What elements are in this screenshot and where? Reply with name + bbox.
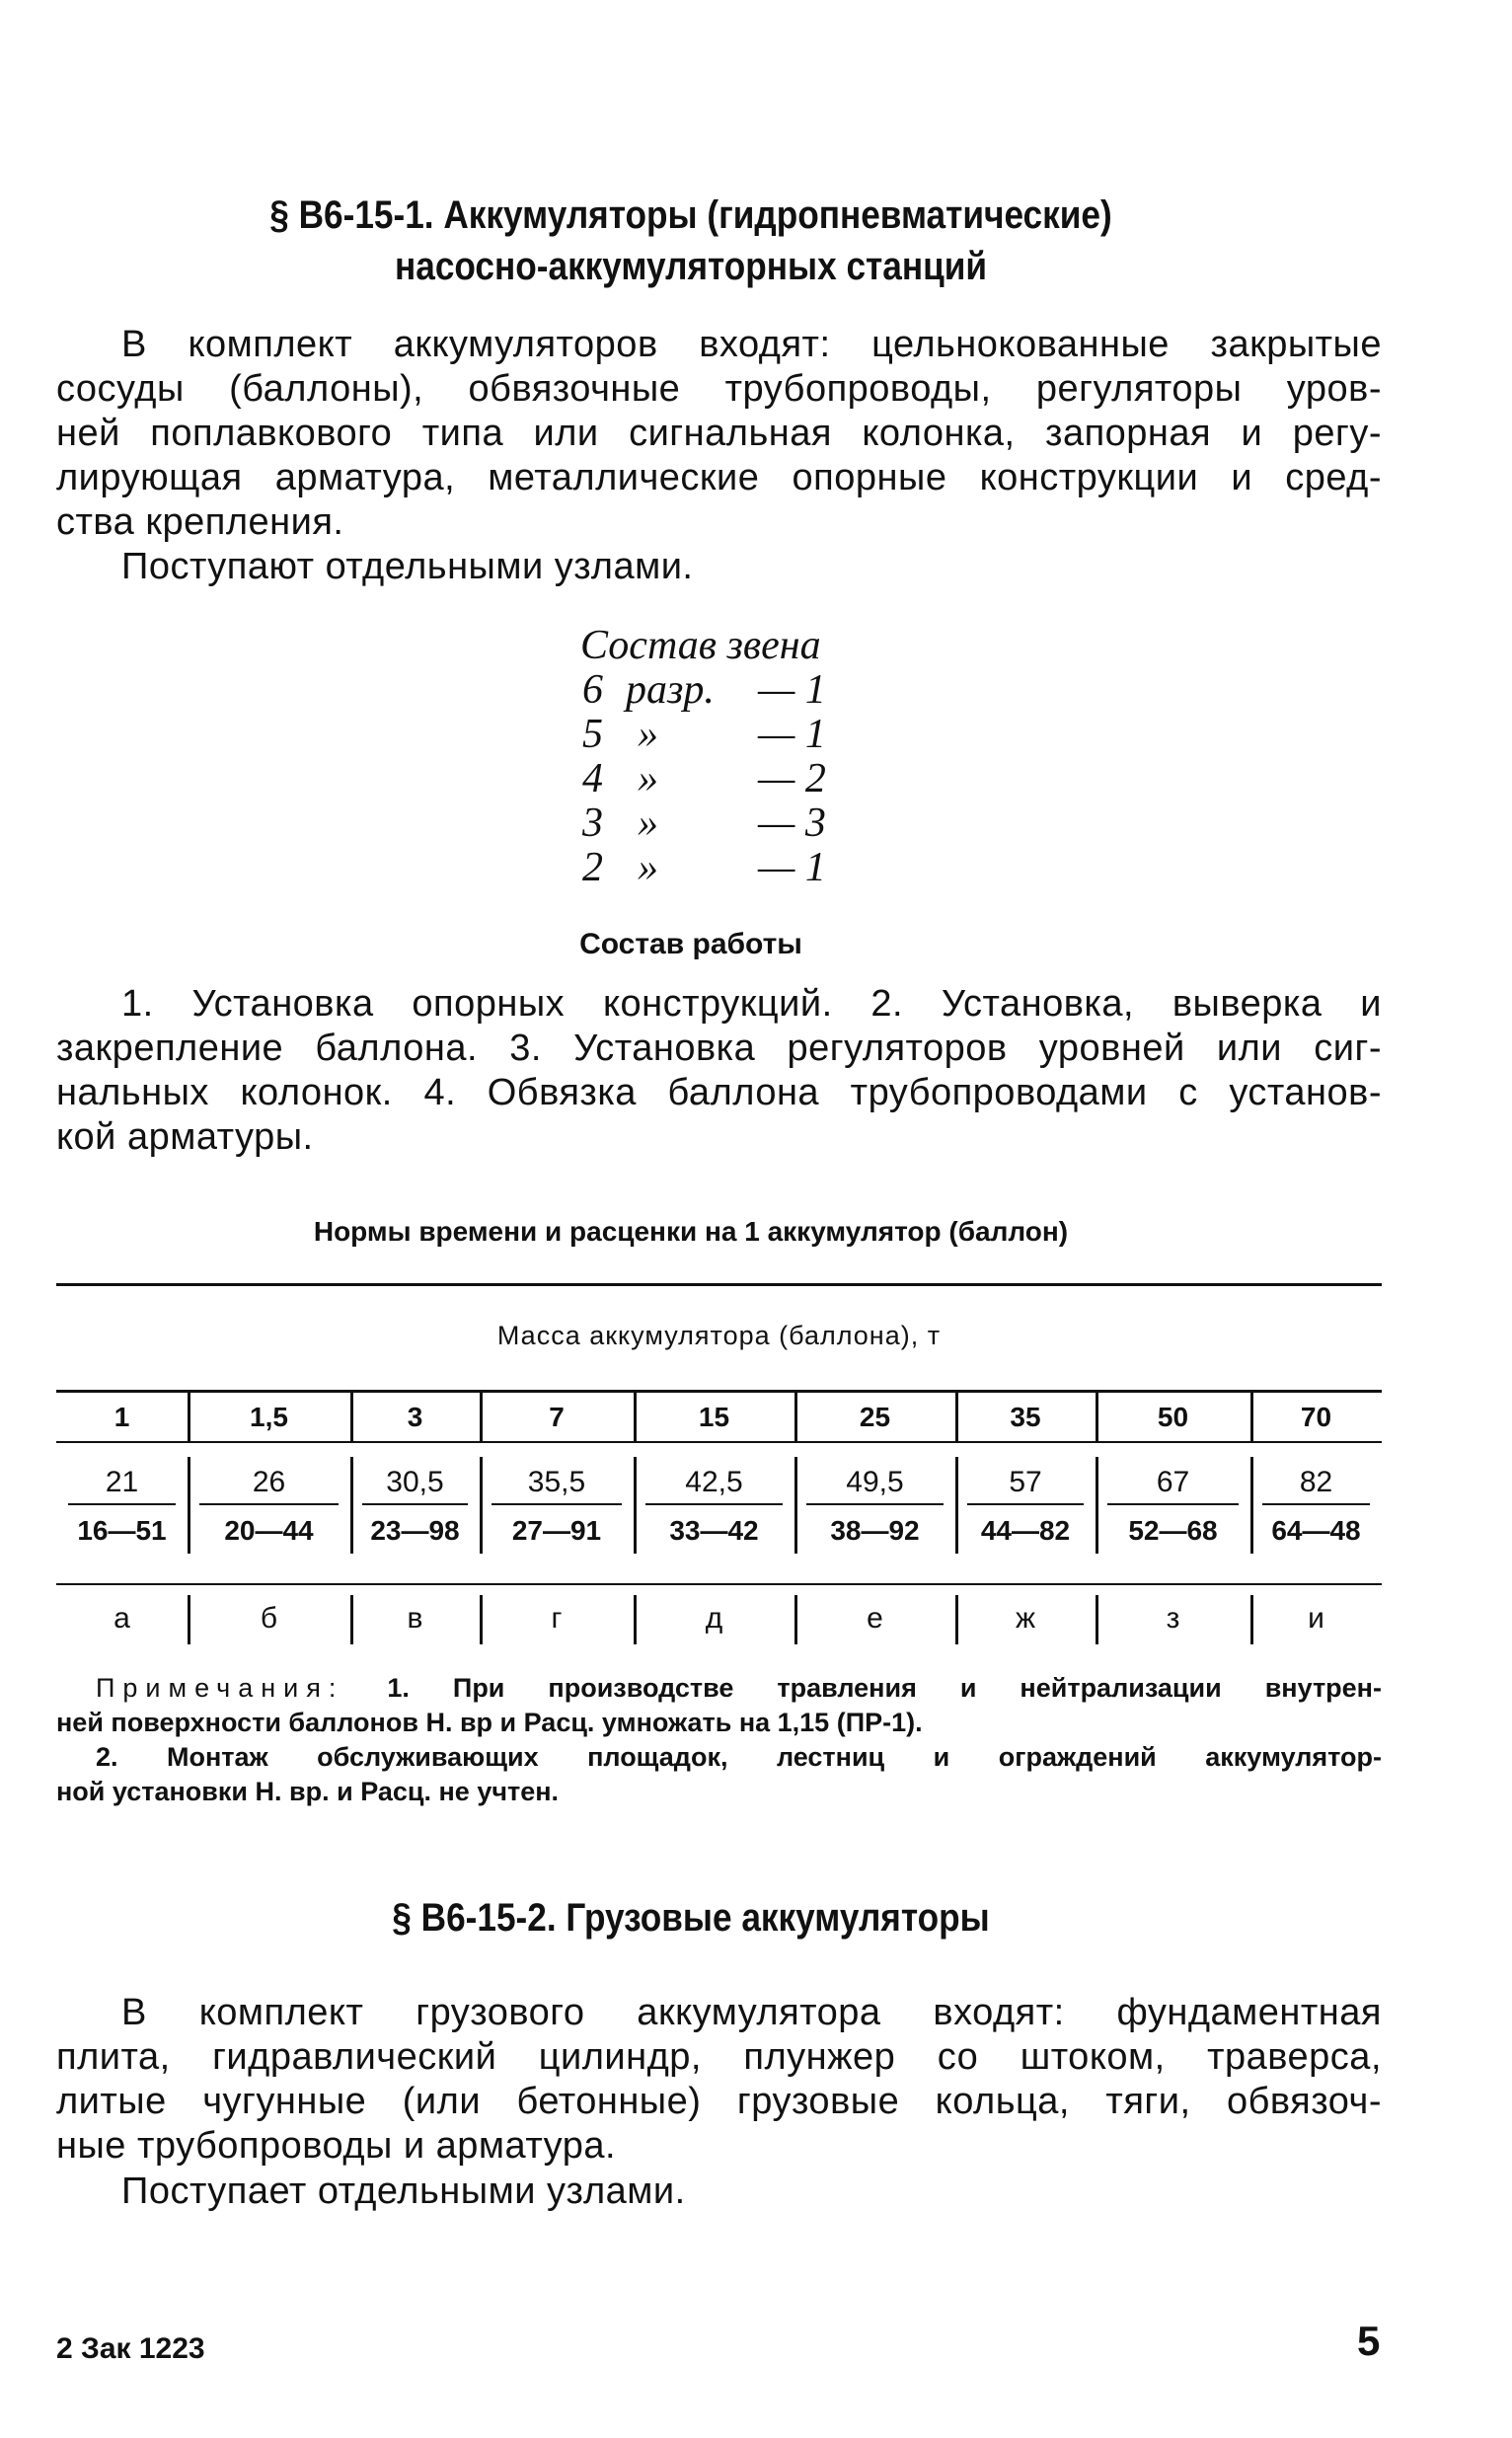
note-line — [56, 1671, 1382, 1706]
work-list — [56, 982, 1382, 1160]
mass-cell: 1,5 — [250, 1402, 288, 1432]
column-divider — [794, 1457, 797, 1554]
para2-line: Поступают отдельными узлами. — [121, 546, 694, 587]
section2-title-line: § В6-15-2. Грузовые аккумуляторы — [392, 1896, 990, 1940]
column-divider — [1096, 1595, 1098, 1644]
s2-para-line: плита, гидравлический цилиндр, плунжер со штоком, траверса, — [56, 2036, 1382, 2078]
letter-cell: г — [551, 1602, 563, 1635]
column-divider — [350, 1457, 353, 1554]
fraction-line — [806, 1503, 944, 1505]
crew-grade: 4 — [582, 756, 603, 801]
column-divider — [634, 1457, 637, 1554]
para1-line: лирующая арматура, металлические опорные конструкции и сред- — [56, 457, 1382, 498]
mass-cell: 1 — [113, 1402, 130, 1432]
section2-para1 — [56, 1991, 1382, 2169]
column-divider — [955, 1457, 958, 1554]
column-divider — [188, 1392, 190, 1441]
letter-cell: в — [407, 1602, 423, 1635]
price-cell: 44—82 — [980, 1515, 1071, 1546]
section1-title-line1: § В6-15-1. Аккумуляторы (гидропневматические) — [269, 193, 1112, 237]
para1-line: сосуды (баллоны), обвязочные трубопроводы, регуляторы уров- — [56, 368, 1382, 410]
table-rule — [56, 1390, 1382, 1393]
letter-cell: б — [260, 1602, 278, 1635]
column-divider — [350, 1595, 353, 1644]
s2-para2-line: Поступает отдельными узлами. — [121, 2171, 686, 2212]
crew-row — [580, 845, 826, 890]
column-divider — [1250, 1595, 1253, 1644]
column-divider — [188, 1457, 190, 1554]
fraction-line — [967, 1503, 1084, 1505]
norm-cell: 49,5 — [846, 1466, 904, 1498]
column-divider — [634, 1595, 637, 1644]
section2-para2 — [56, 2170, 1382, 2214]
crew-count: — 2 — [758, 756, 826, 801]
crew-title: Состав звена — [580, 623, 821, 668]
work-line: 1. Установка опорных конструкций. 2. Установка, выверка и — [121, 983, 1382, 1025]
column-divider — [480, 1595, 483, 1644]
work-title: Состав работы — [579, 928, 802, 960]
crew-grade: 6 — [582, 667, 603, 713]
norm-cell: 42,5 — [685, 1466, 743, 1498]
table-rule — [56, 1283, 1382, 1286]
notes-label: Примечания: — [96, 1673, 344, 1703]
price-cell: 33—42 — [669, 1515, 759, 1546]
section1-para1 — [56, 323, 1382, 545]
fraction-line — [199, 1503, 339, 1505]
mass-cell: 15 — [698, 1402, 730, 1432]
column-divider — [955, 1392, 958, 1441]
section1-title — [170, 190, 1212, 292]
table-header: Масса аккумулятора (баллона), т — [496, 1321, 942, 1350]
crew-unit: » — [638, 800, 658, 846]
column-divider — [480, 1457, 483, 1554]
note-line: ной установки Н. вр. и Расц. не учтен. — [56, 1777, 560, 1806]
section2-title — [170, 1892, 1212, 1943]
letter-cell: ж — [1015, 1602, 1036, 1635]
work-line: нальных колонок. 4. Обвязка баллона трубопроводами с установ- — [56, 1072, 1382, 1113]
fraction-line — [491, 1503, 622, 1505]
s2-para-line: литые чугунные (или бетонные) грузовые кольца, тяги, обвязоч- — [56, 2081, 1382, 2122]
table-title: Нормы времени и расценки на 1 аккумулятор (баллон) — [313, 1216, 1069, 1247]
price-cell: 38—92 — [830, 1515, 920, 1546]
crew-count: — 3 — [758, 800, 826, 846]
s2-para-line: ные трубопроводы и арматура. — [56, 2125, 617, 2167]
note-line: 2. Монтаж обслуживающих площадок, лестниц и ограждений аккумулятор- — [96, 1742, 1382, 1772]
fraction-line — [68, 1503, 176, 1505]
table-rule — [56, 1583, 1382, 1585]
crew-count: — 1 — [758, 667, 826, 713]
column-divider — [794, 1392, 797, 1441]
crew-row — [580, 800, 826, 846]
crew-unit: разр. — [626, 667, 715, 713]
signature-mark: 2 Зак 1223 — [56, 2332, 205, 2365]
crew-unit: » — [638, 712, 658, 757]
column-divider — [1250, 1457, 1253, 1554]
crew-grade: 3 — [582, 800, 603, 846]
crew-composition — [580, 623, 826, 890]
column-divider — [634, 1392, 637, 1441]
norm-cell: 35,5 — [527, 1466, 586, 1498]
crew-grade: 2 — [582, 845, 603, 890]
price-cell: 20—44 — [224, 1515, 314, 1546]
mass-cell: 35 — [1010, 1402, 1041, 1432]
para1-line: В комплект аккумуляторов входят: цельнокованные закрытые — [121, 324, 1382, 365]
price-cell: 23—98 — [370, 1515, 460, 1546]
table-rule — [56, 1441, 1382, 1443]
column-divider — [1250, 1392, 1253, 1441]
norm-cell: 57 — [1009, 1466, 1042, 1498]
crew-grade: 5 — [582, 712, 603, 757]
crew-count: — 1 — [758, 845, 826, 890]
work-line: кой арматуры. — [56, 1116, 314, 1158]
fraction-line — [362, 1503, 468, 1505]
para1-line: ней поплавкового типа или сигнальная колонка, запорная и регу- — [56, 413, 1382, 454]
column-divider — [794, 1595, 797, 1644]
s2-para-line: В комплект грузового аккумулятора входят: фундаментная — [121, 1992, 1382, 2033]
letter-cell: з — [1166, 1602, 1180, 1635]
norm-cell: 21 — [105, 1466, 139, 1498]
column-divider — [188, 1595, 190, 1644]
crew-count: — 1 — [758, 712, 826, 757]
price-cell: 64—48 — [1271, 1515, 1361, 1546]
mass-cell: 50 — [1157, 1402, 1189, 1432]
letter-cell: д — [705, 1602, 723, 1635]
crew-unit: » — [638, 845, 658, 890]
crew-row — [580, 712, 826, 757]
page-number: 5 — [1357, 2318, 1381, 2364]
mass-cell: 7 — [549, 1402, 565, 1432]
note-text: 1. При производстве травления и нейтрализации внутрен- — [387, 1673, 1382, 1703]
price-cell: 16—51 — [77, 1515, 167, 1546]
letter-cell: е — [867, 1602, 883, 1635]
work-line: закрепление баллона. 3. Установка регуляторов уровней или сиг- — [56, 1028, 1382, 1069]
column-divider — [955, 1595, 958, 1644]
para1-line: ства крепления. — [56, 501, 344, 543]
fraction-line — [1107, 1503, 1239, 1505]
column-divider — [1096, 1457, 1098, 1554]
column-divider — [350, 1392, 353, 1441]
column-divider — [480, 1392, 483, 1441]
fraction-line — [645, 1503, 783, 1505]
section1-title-line2: насосно-аккумуляторных станций — [394, 245, 988, 288]
crew-row — [580, 667, 826, 713]
price-cell: 52—68 — [1128, 1515, 1218, 1546]
norm-cell: 82 — [1299, 1466, 1333, 1498]
letter-cell: и — [1308, 1602, 1324, 1635]
mass-cell: 70 — [1300, 1402, 1332, 1432]
section1-para2 — [56, 545, 1382, 589]
fraction-line — [1262, 1503, 1370, 1505]
letter-cell: а — [113, 1602, 130, 1635]
crew-unit: » — [638, 756, 658, 801]
note-line: ней поверхности баллонов Н. вр и Расц. умножать на 1,15 (ПР-1). — [56, 1708, 923, 1737]
norm-cell: 26 — [252, 1466, 286, 1498]
norm-cell: 67 — [1156, 1466, 1190, 1498]
crew-row — [580, 756, 826, 801]
mass-cell: 3 — [407, 1402, 423, 1432]
column-divider — [1096, 1392, 1098, 1441]
price-cell: 27—91 — [511, 1515, 602, 1546]
norm-cell: 30,5 — [386, 1466, 444, 1498]
table-notes — [56, 1671, 1382, 1809]
mass-cell: 25 — [859, 1402, 891, 1432]
